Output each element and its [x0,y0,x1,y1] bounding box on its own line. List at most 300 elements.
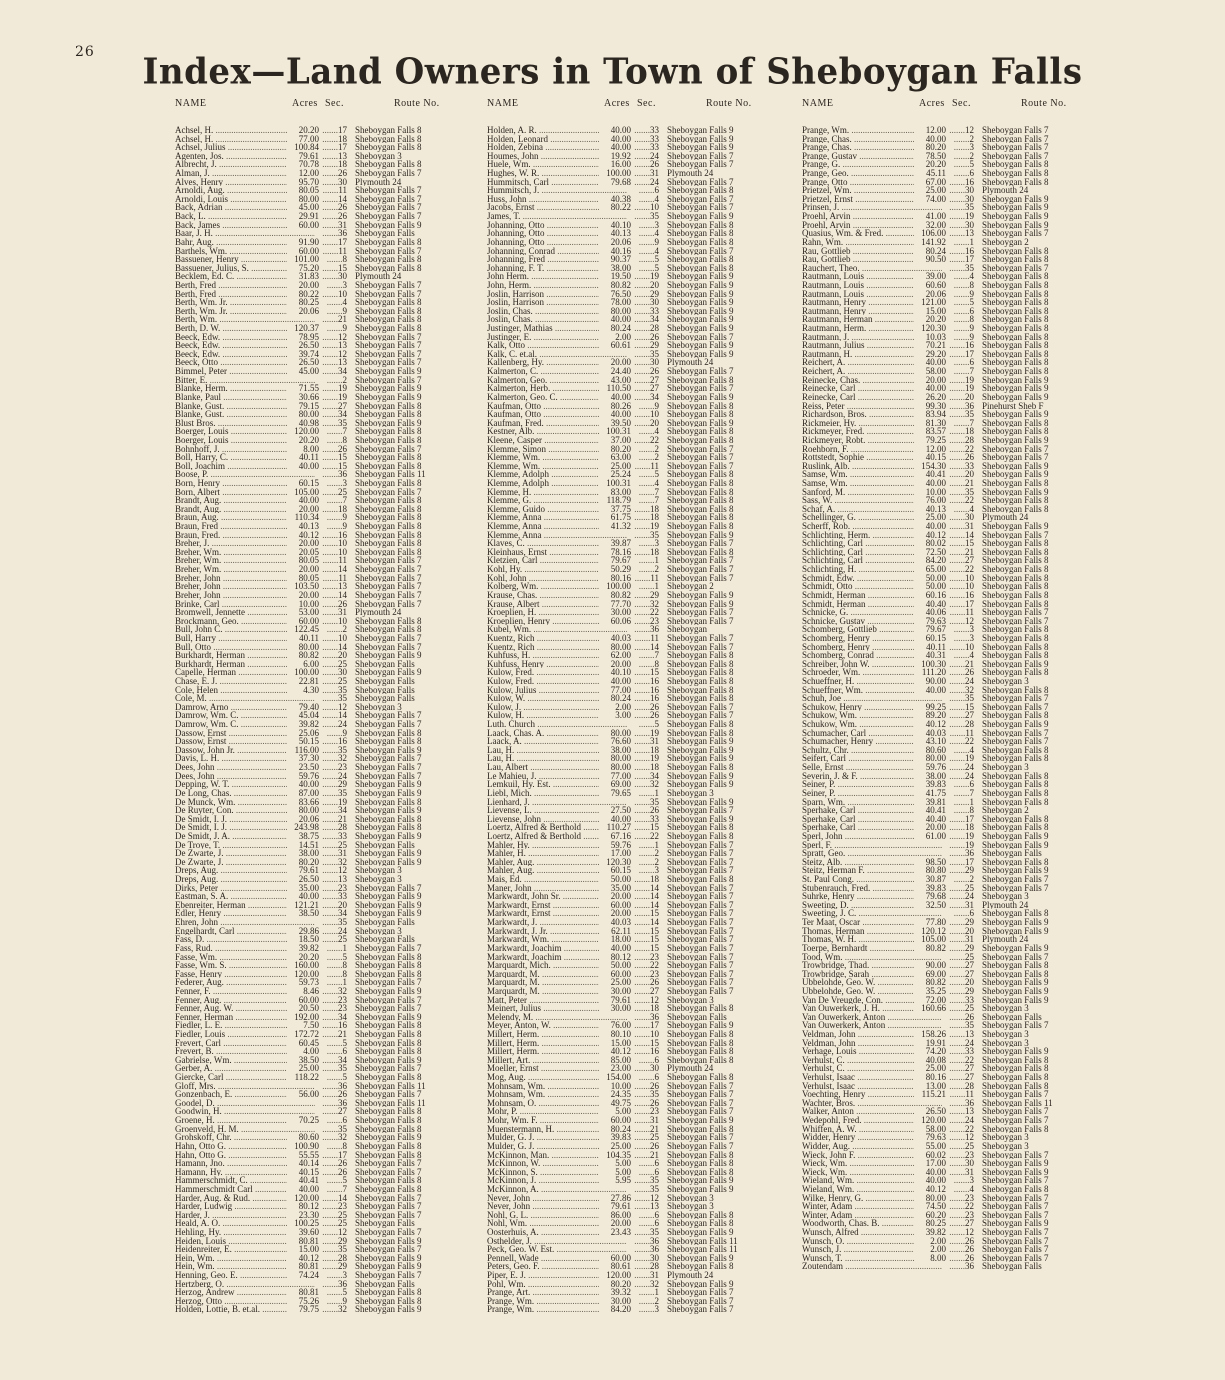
route-number: Sheboygan Falls 7 [982,616,1049,626]
route-number: Sheboygan Falls 8 [667,1047,734,1056]
owner-name: Rautmann, Herman ..... [802,315,942,324]
route-number: Sheboygan Falls 9 [667,418,734,428]
index-row [487,539,775,548]
route-number: Sheboygan Falls [355,840,415,850]
index-row [487,1271,775,1280]
acres-value: 19.91 [914,1039,946,1048]
route-number: Sheboygan Falls 8 [355,143,422,152]
section-number: ....... 14 [321,643,347,652]
acres-value: 61.00 [914,832,946,841]
owner-name: Kaufman, Otto ..... [487,402,627,411]
section-number: ....... 25 [633,1133,659,1142]
index-row [802,384,1090,393]
acres-value: 40.00 [914,1176,946,1185]
section-number: ....... 12 [948,617,974,626]
section-number: ....... 36 [948,1099,974,1108]
index-row [802,427,1090,436]
acres-value: 60.20 [914,1211,946,1220]
route-number: Sheboygan Falls 8 [667,263,734,273]
index-row [175,358,463,367]
index-row [802,298,1090,307]
section-number: ....... 26 [633,703,659,712]
index-row [802,1013,1090,1022]
acres-value: 79.61 [599,1202,631,1211]
section-number: ....... 15 [633,927,659,936]
section-number: ....... 35 [633,350,659,359]
section-number: ....... 35 [321,419,347,428]
owner-name: Wachter, Bros. ..... [802,1099,942,1108]
acres-value: 40.00 [287,1185,319,1194]
owner-name: Berth, Wm. Jr. ..... [175,298,315,307]
section-number: ....... 9 [321,1297,347,1306]
index-row [802,255,1090,264]
acres-value: 74.00 [914,195,946,204]
acres-value: 25.00 [914,513,946,522]
index-row [802,754,1090,763]
index-row [487,307,775,316]
index-row [487,677,775,686]
section-number: ....... 5 [321,953,347,962]
route-number: Sheboygan Falls 8 [982,909,1049,919]
index-row [175,746,463,755]
route-number: Sheboygan Falls 8 [667,694,734,703]
acres-value: 80.00 [287,195,319,204]
index-row [175,987,463,996]
route-number: Sheboygan Falls 9 [982,220,1049,230]
index-row [487,660,775,669]
route-number: Sheboygan Falls 11 [667,1245,738,1254]
route-number: Sheboygan Falls 8 [355,315,422,325]
owner-name: De Smidt, I. J. ..... [175,815,315,824]
section-number: ....... 3 [948,634,974,643]
index-row [175,178,463,187]
owner-name: Prange, Geo. ..... [802,169,942,178]
section-number: ....... 21 [321,1030,347,1039]
section-number: ....... 1 [948,238,974,247]
acres-value: 67.16 [599,832,631,841]
owner-name: Trowbridge, Thad. ..... [802,961,942,970]
section-number: ....... 27 [948,711,974,720]
owner-name: Beeck, Edw. ..... [175,350,315,359]
acres-value: 40.10 [599,668,631,677]
section-number: ....... 4 [633,195,659,204]
owner-name: Kalmerton, Geo. C. ..... [487,393,627,402]
route-number: Sheboygan Falls 7 [355,1004,422,1013]
acres-value: 43.10 [914,737,946,746]
acres-value: 20.00 [599,1219,631,1228]
route-number: Sheboygan Falls 7 [982,1228,1049,1237]
index-row [487,944,775,953]
route-number: Plymouth 24 [982,900,1029,910]
acres-value: 35.00 [599,884,631,893]
owner-name: Pohl, Wm. ..... [487,1280,627,1289]
index-row [487,272,775,281]
owner-name: Lievense, L. ..... [487,806,627,815]
owner-name: Back, L. ..... [175,212,315,221]
acres-value: 91.90 [287,238,319,247]
index-row [487,1013,775,1022]
index-row [802,470,1090,479]
acres-value: 65.00 [914,565,946,574]
route-number: Sheboygan Falls 7 [667,332,734,342]
index-row [802,918,1090,927]
owner-name: Rickmeyer, Robt. ..... [802,436,942,445]
acres-value: 60.15 [287,479,319,488]
route-number: Sheboygan Falls 8 [982,246,1049,256]
index-row [487,720,775,729]
section-number: ....... 28 [948,436,974,445]
owner-name: De Smidt, I. J. ..... [175,823,315,832]
column-header [175,98,463,126]
index-row [487,849,775,858]
route-number: Sheboygan Falls 8 [355,453,422,462]
route-number: Plymouth 24 [667,1271,714,1280]
owner-name: Bahr, Aug. ..... [175,238,315,247]
index-row [175,307,463,316]
index-row [487,970,775,979]
index-row [487,729,775,738]
column-header [487,98,775,126]
acres-value: 40.13 [599,229,631,238]
section-number: ....... 27 [633,987,659,996]
section-number: ....... 35 [948,1021,974,1030]
index-row [175,1039,463,1048]
index-row [487,1004,775,1013]
acres-value: 59.76 [914,763,946,772]
section-number: ....... 28 [948,720,974,729]
acres-value: 10.03 [914,333,946,342]
index-row [175,1004,463,1013]
section-number: ....... 9 [321,324,347,333]
acres-value: 37.00 [599,436,631,445]
acres-value: 30.00 [599,608,631,617]
section-number: ....... 10 [321,548,347,557]
index-row [487,591,775,600]
section-number: ....... 6 [633,1159,659,1168]
section-number: ....... 18 [633,1004,659,1013]
owner-name: Breher, Wm. ..... [175,565,315,574]
route-number: Sheboygan Falls 9 [355,909,422,919]
index-row [487,608,775,617]
section-number: ....... 2 [948,135,974,144]
index-row [487,1039,775,1048]
acres-value: 40.31 [914,651,946,660]
index-row [802,1194,1090,1203]
owner-name: Rautmann, Louis ..... [802,281,942,290]
acres-value: 30.00 [599,1004,631,1013]
section-number: ....... 33 [321,832,347,841]
owner-name: Goodel, D. ..... [175,1099,315,1108]
acres-value: 38.75 [287,832,319,841]
index-row [802,462,1090,471]
owner-name: Oosterhuis, A. ..... [487,1228,627,1237]
index-row [802,358,1090,367]
route-number: Sheboygan Falls 7 [355,556,422,566]
acres-value: 40.11 [914,643,946,652]
acres-value: 100.31 [599,427,631,436]
owner-name: Proehl, Arvin ..... [802,221,942,230]
route-number: Sheboygan Falls 7 [667,1288,734,1297]
section-number: ....... 34 [321,806,347,815]
acres-value: 69.00 [599,780,631,789]
section-number: ....... 27 [633,376,659,385]
index-row [175,703,463,712]
acres-value: 58.00 [914,1125,946,1134]
index-row [487,333,775,342]
route-number: Sheboygan Falls 8 [355,961,422,970]
acres-value: 20.00 [599,358,631,367]
acres-value: 31.83 [287,272,319,281]
index-row [175,729,463,738]
owner-name: McKinnon, A. ..... [487,1185,627,1194]
index-row [802,832,1090,841]
section-number: ....... 35 [948,694,974,703]
acres-value: 19.92 [599,152,631,161]
owner-name: Lau, H. ..... [487,746,627,755]
section-number: ....... 29 [321,780,347,789]
route-number: Sheboygan Falls 7 [355,763,422,772]
owner-name: Lemkuil, Hy. Est. ..... [487,780,627,789]
index-row [175,1125,463,1134]
owner-name: Schueffner, H. ..... [802,677,942,686]
acres-value: 45.11 [914,169,946,178]
section-number: ....... 14 [321,1194,347,1203]
index-row [487,531,775,540]
index-row [175,470,463,479]
owner-name: Prange, Art. ..... [487,1288,627,1297]
route-number: Sheboygan Falls 7 [667,1098,734,1108]
route-number: Sheboygan Falls 9 [355,668,422,678]
index-row [175,772,463,781]
owner-name: Gabrielse, Wm. ..... [175,1056,315,1065]
index-row [175,694,463,703]
owner-name: De Smidt, J. A. ..... [175,832,315,841]
section-number: ....... 8 [948,806,974,815]
route-number: Sheboygan Falls [982,849,1042,858]
index-row [802,737,1090,746]
acres-value: 5.00 [599,1168,631,1177]
index-row [487,918,775,927]
index-row [175,126,463,135]
index-row [802,1219,1090,1228]
route-number: Sheboygan Falls 8 [982,418,1049,428]
index-row [175,255,463,264]
index-row [487,384,775,393]
acres-value: 17.00 [599,849,631,858]
owner-name: Sperl, John ..... [802,832,942,841]
owner-name: Sperhake, Carl ..... [802,815,942,824]
section-number: ....... 22 [633,961,659,970]
header-name: NAME [802,98,834,109]
acres-value: 10.00 [914,488,946,497]
route-number: Sheboygan Falls 8 [667,728,734,738]
route-number: Sheboygan Falls 8 [982,556,1049,566]
acres-value: 120.30 [599,858,631,867]
section-number: ....... 6 [948,307,974,316]
section-number: ....... 25 [948,1142,974,1151]
section-number: ....... 36 [321,470,347,479]
owner-name: Sperhake, Carl ..... [802,823,942,832]
route-number: Sheboygan Falls 7 [355,203,422,213]
owner-name: Herzog, Otto ..... [175,1297,315,1306]
acres-value: 30.00 [599,1297,631,1306]
acres-value: 40.00 [914,358,946,367]
section-number: ....... 19 [948,754,974,763]
acres-value: 105.00 [914,935,946,944]
index-row [802,858,1090,867]
acres-value: 45.00 [287,367,319,376]
section-number: ....... 29 [633,341,659,350]
acres-value: 20.06 [599,238,631,247]
index-row [802,488,1090,497]
owner-name: Houmes, John ..... [487,152,627,161]
index-row [802,281,1090,290]
index-row [175,677,463,686]
acres-value: 61.75 [599,513,631,522]
acres-value: 27.86 [599,1194,631,1203]
index-row [487,203,775,212]
section-number: ....... 30 [948,221,974,230]
owner-name: Nohl, Wm. ..... [487,1219,627,1228]
section-number: ....... 26 [948,1237,974,1246]
acres-value: 5.95 [599,1176,631,1185]
route-number: Sheboygan Falls 8 [982,685,1049,695]
index-row [487,470,775,479]
section-number: ....... 7 [321,496,347,505]
owner-name: Harder, J. ..... [175,1211,315,1220]
route-number: Sheboygan Falls 8 [667,401,734,411]
owner-name: Joslin, Harrison ..... [487,298,627,307]
section-number: ....... 27 [948,1073,974,1082]
index-row [487,1288,775,1297]
owner-name: Capelle, Herman ..... [175,668,315,677]
index-row [487,186,775,195]
section-number: ....... 28 [633,1262,659,1271]
index-row [175,186,463,195]
section-number: ....... 35 [321,746,347,755]
route-number: Plymouth 24 [667,169,714,178]
section-number: ....... 7 [948,419,974,428]
owner-name: Kalmerton, C. ..... [487,367,627,376]
section-number: ....... 3 [948,625,974,634]
acres-value: 23.00 [599,1064,631,1073]
section-number: ....... 24 [321,927,347,936]
section-number: ....... 14 [633,884,659,893]
route-number: Sheboygan Falls 8 [355,539,422,548]
owner-name: Suhrke, Henry ..... [802,892,942,901]
section-number: ....... 26 [321,445,347,454]
owner-name: Klemme, Anna ..... [487,531,627,540]
section-number: ....... 6 [633,1056,659,1065]
index-row [487,1021,775,1030]
section-number: ....... 18 [633,746,659,755]
owner-name: Schnicke, G. ..... [802,608,942,617]
index-row [175,1211,463,1220]
owner-name: Stubenrauch, Fred. ..... [802,884,942,893]
acres-value: 72.00 [914,996,946,1005]
index-row [802,729,1090,738]
route-number: Sheboygan Falls 9 [355,1253,422,1263]
index-row [487,625,775,634]
owner-name: Nohl, G. L. ..... [487,1211,627,1220]
acres-value: 53.00 [287,608,319,617]
owner-name: Harder, Aug. & Rud. ..... [175,1194,315,1203]
route-number: Sheboygan Falls 8 [355,1107,422,1117]
index-row [487,574,775,583]
owner-name: Schmidt, Herman ..... [802,591,942,600]
section-number: ....... 12 [321,333,347,342]
section-number: ....... 32 [321,754,347,763]
acres-value: 86.00 [599,1211,631,1220]
section-number: ....... 23 [948,1194,974,1203]
acres-value: 25.00 [599,1142,631,1151]
owner-name: Tood, Wm. ..... [802,953,942,962]
owner-name: Schreiber, John W. ..... [802,660,942,669]
acres-value: 67.00 [914,178,946,187]
owner-name: Schaf, A. ..... [802,505,942,514]
route-number: Sheboygan Falls 7 [982,1176,1049,1185]
route-number: Sheboygan Falls 7 [355,1202,422,1211]
acres-value: 76.60 [599,737,631,746]
route-number: Sheboygan Falls [355,935,415,944]
owner-name: Dreps, Aug. ..... [175,866,315,875]
section-number: ....... 9 [633,238,659,247]
route-number: Sheboygan Falls 7 [355,642,422,652]
route-number: Sheboygan Falls 7 [667,151,734,161]
owner-name: Richardson, Bros. ..... [802,410,942,419]
acres-value: 80.26 [599,402,631,411]
route-number: Sheboygan Falls 7 [667,806,734,815]
acres-value: 77.80 [914,918,946,927]
route-number: Sheboygan Falls 7 [667,943,734,953]
acres-value: 60.45 [287,1039,319,1048]
route-number: Sheboygan Falls 8 [982,315,1049,325]
index-row [175,1219,463,1228]
route-number: Sheboygan 3 [355,875,402,884]
owner-name: Holden, A. R. ..... [487,126,627,135]
index-row [802,1021,1090,1030]
owner-name: Braun, Fred ..... [175,522,315,531]
section-number: ....... 36 [633,1237,659,1246]
owner-name: Millert, Herm. ..... [487,1039,627,1048]
owner-name: Prange, Otto ..... [802,178,942,187]
index-column-1 [175,98,463,1314]
index-row [175,1133,463,1142]
index-row [175,247,463,256]
index-row [175,436,463,445]
section-number: ....... 2 [321,625,347,634]
route-number: Sheboygan Falls 7 [982,1090,1049,1099]
acres-value: 12.00 [914,126,946,135]
owner-name: Kohl, Hy. ..... [487,565,627,574]
index-row [175,143,463,152]
route-number: Sheboygan 3 [667,788,714,798]
owner-name: Rottstedt, Sophie ..... [802,453,942,462]
route-number: Sheboygan Falls 8 [355,952,422,962]
acres-value: 120.30 [914,324,946,333]
section-number: ....... 27 [948,961,974,970]
owner-name: Breher, John ..... [175,574,315,583]
acres-value: 100.00 [599,169,631,178]
index-row [802,892,1090,901]
acres-value: 40.12 [599,1047,631,1056]
index-row [175,195,463,204]
acres-value: 40.11 [287,453,319,462]
index-row [802,376,1090,385]
acres-value: 60.00 [287,617,319,626]
route-number: Sheboygan Falls 8 [355,728,422,738]
section-number: ....... 31 [948,935,974,944]
